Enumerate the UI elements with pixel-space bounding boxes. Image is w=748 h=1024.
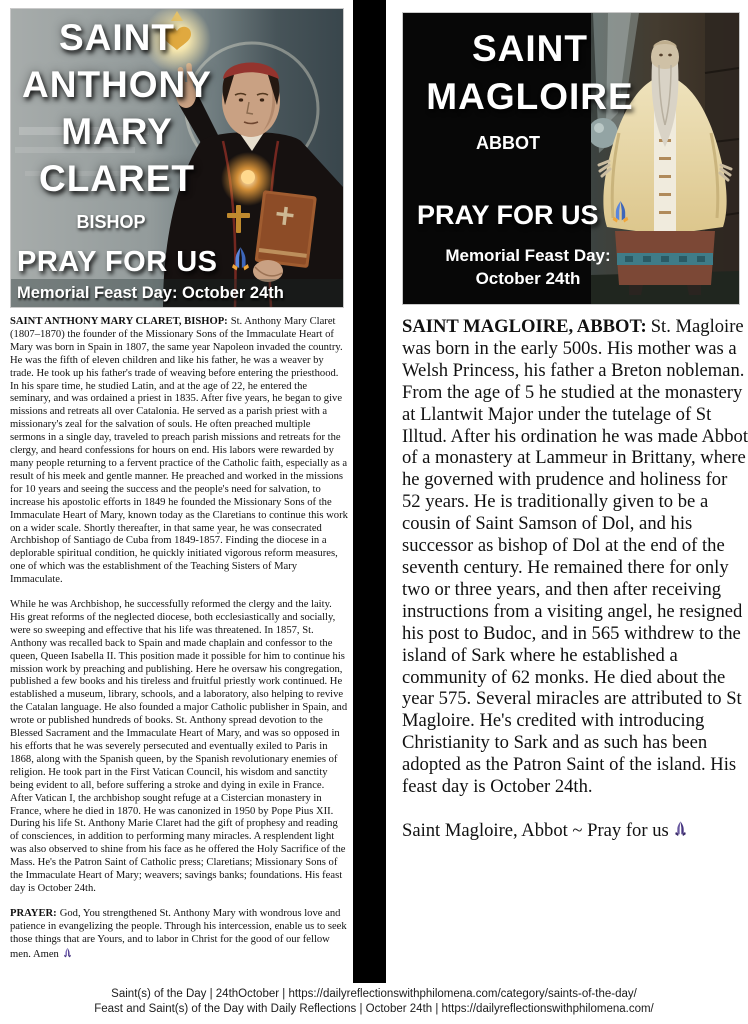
prayer-label: PRAYER:	[10, 907, 57, 919]
claret-feast-image	[10, 8, 344, 308]
claret-prayer-paragraph	[10, 908, 348, 963]
magloire-card-text	[403, 13, 739, 304]
praying-hands-icon	[227, 245, 254, 280]
claret-title-line-1: SAINT	[59, 17, 175, 58]
claret-paragraph-2: While he was Archbishop, he successfully reformed the clergy and the laity. His great reforms of the neglected diocese, both ecclesiastically and socially, were so sweeping and effective that his life was threatened. In 1857, St. Anthony was recalled back to Spain and made chaplain and confessor to the queen, Queen Isabella II. This position made it possible for him to continue his mission work by preaching and publishing. Here he oversaw his congregation, published a few books and his tireless and fruitful priestly work continued. He established a museum, library, schools, and a laboratory, also helping to revive the Catalan language. He also founded a major Catholic publisher in Spain, and wrote or published hundreds of books. St. Anthony spread devotion to the Blessed Sacrament and the Immaculate Heart of Mary, and was so opposed in his efforts that he was severely persecuted and eventually exiled to Paris in 1868, along with the Spanish queen, by the Spanish revolutionary enemies of religion. He took part in the First Vatican Council, his wisdom and sanctity being evident to all, before suffering a stroke and dying in exile in France. After Vatican I, the archbishop sought refuge at a Cistercian monastery in France, where he died in 1870. He was canonized in 1950 by Pope Pius XII. During his life St. Anthony Marie Claret had the gift of prophesy and reading of consciences, in addition to performing many miracles. A resplendent light was also observed to shine from his face as he offered the Holy Sacrifice of the Mass. He's the Patron Saint of Catholic press; Claretians; Missionary Sons of the Immaculate Heart of Mary; weavers; savings banks; foundations. His feast day is October 24th.	[10, 599, 348, 894]
pray-for-us-label: PRAY FOR US	[17, 246, 218, 278]
claret-feast-day: Memorial Feast Day: October 24th	[17, 284, 284, 302]
claret-card-title	[11, 14, 223, 202]
magloire-closing-line	[402, 820, 748, 843]
footer-line-2: Feast and Saint(s) of the Day with Daily Reflections | October 24th | https://dailyreflectionswithphilomena.com/	[94, 1003, 654, 1015]
center-divider-bar	[353, 0, 386, 983]
claret-title-line-4: CLARET	[38, 158, 196, 199]
pray-for-us-label: PRAY FOR US	[417, 199, 599, 230]
magloire-feast-line-2: October 24th	[475, 269, 581, 288]
magloire-card-title	[403, 25, 657, 121]
claret-card-subtitle: BISHOP	[76, 212, 146, 232]
claret-body-1: St. Anthony Mary Claret (1807–1870) the founder of the Missionary Sons of the Immaculate Heart of Mary was born in Spain in 1807, the same year Napoleon invaded the country. He was the fifth of eleven children and like his father, he was a weaver by trade. He took up his father's trade of weaving before entering the priesthood. In his spare time, he studied Latin, and at the age of 22, he entered the seminary, and was ordained a priest in 1835. After five years, he began to give missions and retreats all over Catalonia. He served as a parish priest with a missionary's zeal for the salvation of souls. He often preached multiple sermons in a single day, traveled to preach parish missions and retreats for the clergy, and heard confessions for hours on end. His labors were rewarded by many people returning to a fervent practice of the Catholic faith, especially as a result of his meek and gentle manner. He preached and worked in the missions for 10 years and seeing the success and the people's need for salvation, to increase his apostolic efforts in 1849 he founded the Missionary Sons of the Immaculate Heart of Mary, known today as the Claretians to continue this work on a wider scale. Shortly thereafter, in that same year, he was consecrated Archbishop of Santiago de Cuba from 1849-1857. Finding the diocese in a deplorable spiritual condition, he quickly initiated vigorous reform measures, one of which was the establishment of the Teaching Sisters of Mary Immaculate.	[10, 316, 348, 586]
claret-title-line-2: ANTHONY	[22, 64, 212, 105]
footer-line-1: Saint(s) of the Day | 24thOctober | https://dailyreflectionswithphilomena.com/category/saints-of-the-day/	[111, 988, 637, 1000]
magloire-feast-line-1: Memorial Feast Day:	[445, 246, 611, 265]
claret-article-heading: SAINT ANTHONY MARY CLARET, BISHOP:	[10, 316, 228, 327]
magloire-feast-image	[402, 12, 740, 305]
praying-hands-icon	[62, 947, 73, 963]
magloire-pray-line	[417, 199, 633, 231]
claret-title-line-3: MARY	[61, 111, 173, 152]
magloire-paragraph-1	[402, 316, 748, 798]
magloire-title-line-1: SAINT	[472, 28, 588, 69]
magloire-title-line-2: MAGLOIRE	[426, 76, 634, 117]
claret-article	[10, 316, 348, 975]
praying-hands-icon	[608, 199, 633, 231]
claret-paragraph-1	[10, 316, 348, 587]
magloire-card-subtitle: ABBOT	[476, 133, 540, 153]
magloire-feast-day	[413, 244, 643, 290]
magloire-closing-text: Saint Magloire, Abbot ~ Pray for us	[402, 819, 669, 841]
page-footer	[0, 987, 748, 1017]
prayer-body: God, You strengthened St. Anthony Mary with wondrous love and patience in evangelizing the people. Through his intercession, enable us to seek those things that are Yours, and to labor in Christ for the good of our fellow men. Amen	[10, 907, 347, 960]
claret-card-text	[11, 9, 343, 307]
magloire-article	[402, 316, 748, 865]
magloire-article-heading: SAINT MAGLOIRE, ABBOT:	[402, 316, 647, 337]
praying-hands-icon	[672, 820, 689, 843]
magloire-body: St. Magloire was born in the early 500s. His mother was a Welsh Princess, his father a Breton nobleman. From the age of 5 he studied at the monastery at Llantwit Major under the tutelage of St Illtud. After his ordination he was made Abbot of a monastery at Lammeur in Brittany, where he governed with prudence and holiness for 52 years. He is traditionally given to be a cousin of Saint Samson of Dol, and his successor as bishop of Dol at the end of the seventh century. He remained there for only two or three years, and then after receiving instructions from a visiting angel, he resigned his post to Budoc, and in 565 withdrew to the island of Sark where he established a community of 62 monks. He died about the year 575. Several miracles are attributed to St Magloire. He's credited with introducing Christianity to Sark and as such has been adopted as the Patron Saint of the island. His feast day is October 24th.	[402, 316, 748, 798]
claret-pray-line	[17, 245, 254, 280]
